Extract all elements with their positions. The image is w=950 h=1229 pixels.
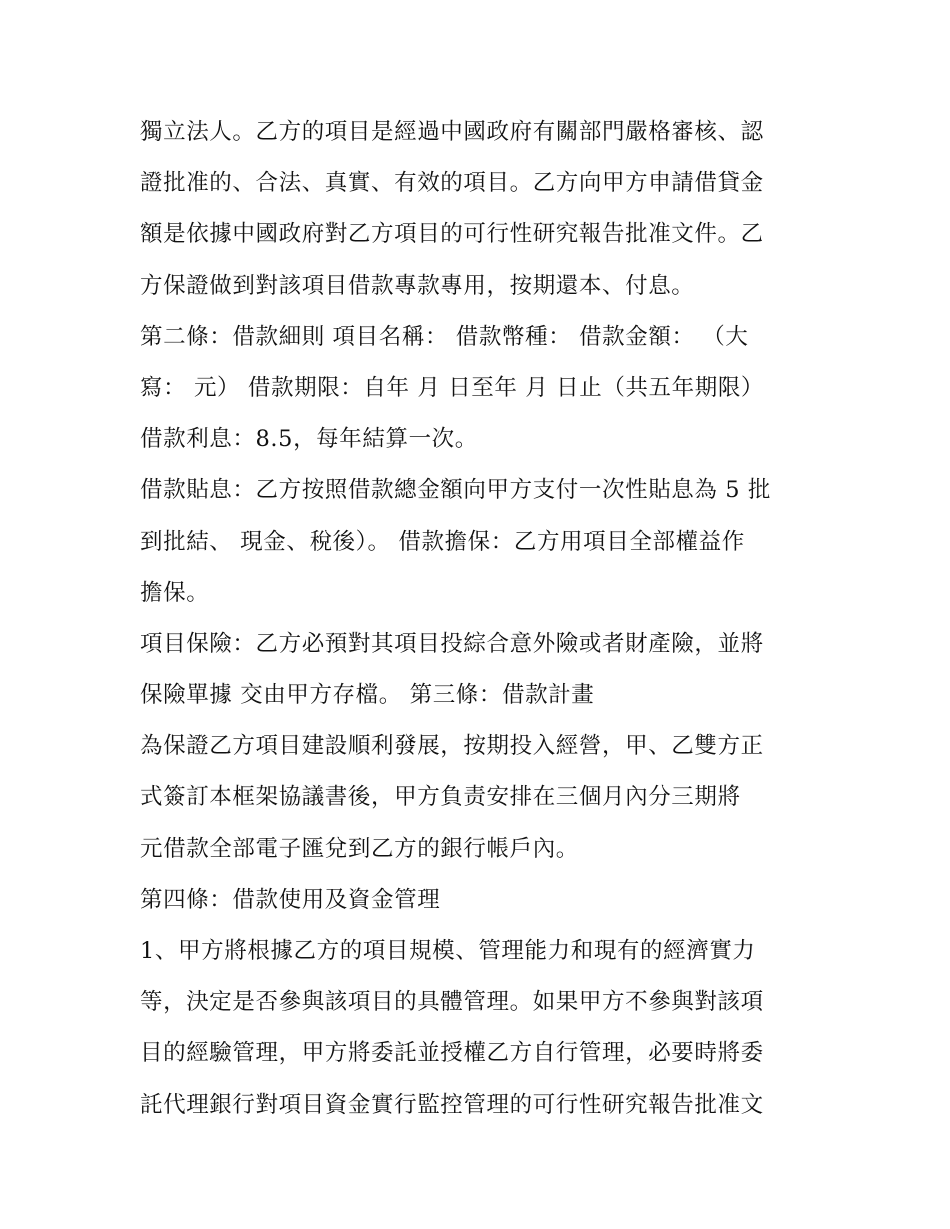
text-line: 為保證乙方項目建設順利發展，按期投入經營，甲、乙雙方正 bbox=[140, 733, 764, 760]
text-line: 借款利息：8.5，每年結算一次。 bbox=[140, 426, 478, 453]
document-body bbox=[140, 107, 830, 1131]
text-line: 等，決定是否參與該項目的具體管理。如果甲方不參與對該項 bbox=[140, 989, 764, 1016]
text-line: 獨立法人。乙方的項目是經過中國政府有關部門嚴格審核、認 bbox=[140, 119, 764, 145]
article-2-heading-line: 第二條：借款細則 項目名稱： 借款幣種： 借款金額： （大 bbox=[140, 323, 749, 350]
text-line: 借款貼息：乙方按照借款總金額向甲方支付一次性貼息為 5 批 bbox=[140, 477, 772, 504]
text-line: 目的經驗管理，甲方將委託並授權乙方自行管理，必要時將委 bbox=[140, 1040, 764, 1067]
text-line: 方保證做到對該項目借款專款專用，按期還本、付息。 bbox=[140, 272, 695, 299]
article-4-heading: 第四條：借款使用及資金管理 bbox=[140, 886, 441, 913]
article-3-heading-line: 保險單據 交由甲方存檔。 第三條：借款計畫 bbox=[140, 682, 595, 709]
text-line: 寫： 元） 借款期限：自年 月 日至年 月 日止（共五年期限） bbox=[140, 374, 765, 401]
text-line: 1、甲方將根據乙方的項目規模、管理能力和現有的經濟實力 bbox=[140, 938, 756, 964]
text-line: 額是依據中國政府對乙方項目的可行性研究報告批准文件。乙 bbox=[140, 221, 764, 248]
text-line: 項目保險：乙方必預對其項目投綜合意外險或者財產險，並將 bbox=[140, 630, 764, 657]
text-line: 證批准的、合法、真實、有效的項目。乙方向甲方申請借貸金 bbox=[140, 170, 764, 197]
text-line: 到批結、 現金、稅後）。 借款擔保：乙方用項目全部權益作 bbox=[140, 528, 745, 555]
text-line: 擔保。 bbox=[140, 579, 210, 606]
text-line: 託代理銀行對項目資金實行監控管理的可行性研究報告批准文 bbox=[140, 1091, 764, 1118]
text-line: 元借款全部電子匯兌到乙方的銀行帳戶內。 bbox=[140, 835, 579, 862]
text-line: 式簽訂本框架協議書後，甲方負责安排在三個月內分三期將 bbox=[140, 784, 741, 811]
